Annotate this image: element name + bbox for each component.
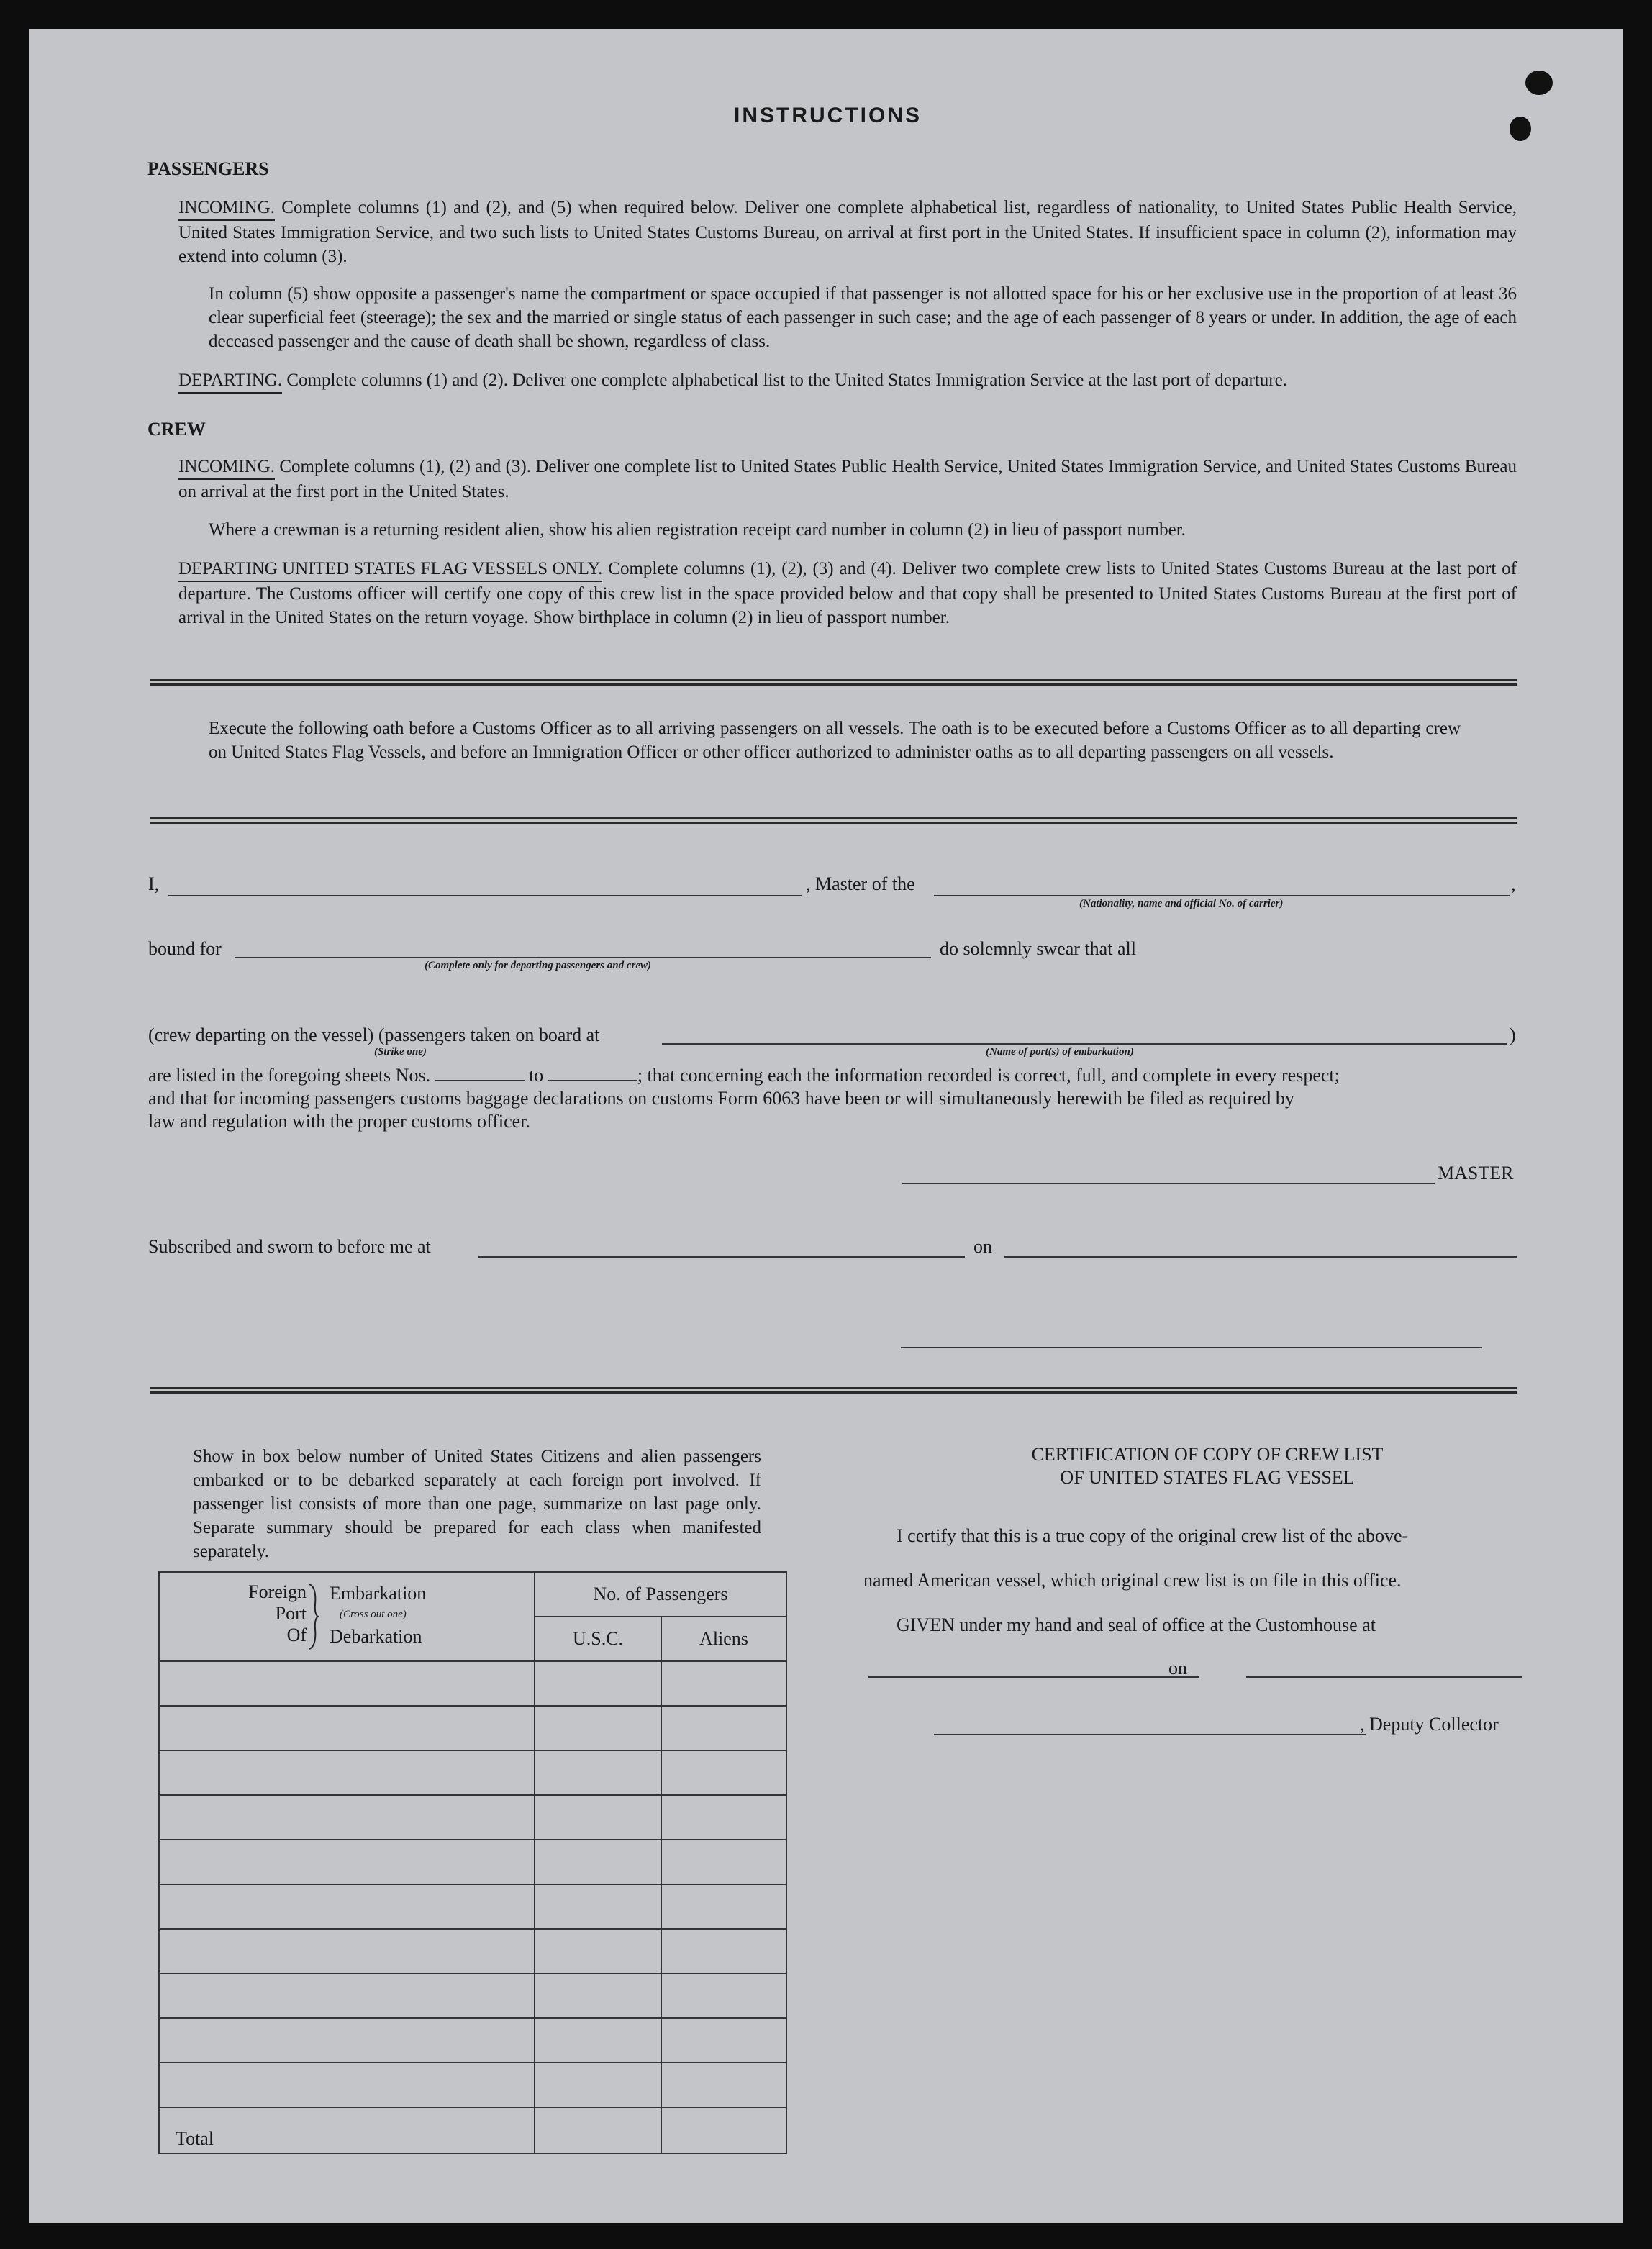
crew-incoming-label: INCOMING.: [178, 455, 275, 480]
page-title: INSTRUCTIONS: [734, 104, 922, 127]
form-sheet: [29, 29, 1623, 2223]
passenger-summary-table: [158, 1571, 787, 2154]
usc-header: U.S.C.: [535, 1617, 661, 1661]
certification-heading-line-1: CERTIFICATION OF COPY OF CREW LIST: [1031, 1444, 1384, 1465]
table-row: [159, 2063, 786, 2107]
oath-instruction: Execute the following oath before a Customs Officer as to all arriving passengers on all vessels. The oath is to be executed before a Customs Officer as to all departing crew on United States Flag Vessels, and before an Immigration Officer or other officer authorized to administer oaths as to all departing passengers on all vessels.: [209, 719, 1461, 762]
usc-cell[interactable]: [535, 1661, 661, 1706]
aliens-cell[interactable]: [661, 1661, 786, 1706]
aliens-cell[interactable]: [661, 1884, 786, 1929]
table-row: [159, 1795, 786, 1840]
column5-paragraph: In column (5) show opposite a passenger's name the compartment or space occupied if that passenger is not allotted space for his or her exclusive use in the proportion of at least 36 clear superficial feet (steerage); the sex and the married or single status of each passenger in such case; and the age of each passenger of 8 years or under. In addition, the age of each deceased passenger and the cause of death shall be shown, regardless of class.: [209, 284, 1517, 351]
master-label: MASTER: [1438, 1163, 1514, 1183]
passengers-departing-paragraph: [178, 368, 1517, 394]
oath-trailing-comma: ,: [1511, 873, 1516, 894]
usc-cell[interactable]: [535, 1973, 661, 2018]
officer-signature-field[interactable]: [901, 1347, 1482, 1348]
oath-line-2: and that for incoming passengers customs baggage declarations on customs Form 6063 have been or will simultaneously herewith be filed as required by: [148, 1088, 1294, 1109]
usc-cell[interactable]: [535, 1840, 661, 1884]
table-row: [159, 1661, 786, 1706]
aliens-cell[interactable]: [661, 1795, 786, 1840]
subscribed-on: on: [974, 1236, 992, 1257]
crew-incoming-text: Complete columns (1), (2) and (3). Deliver one complete list to United States Public Health Service, United States Immigration Service, and United States Customs Bureau on arrival at the first port in the United States.: [178, 457, 1517, 501]
aliens-header: Aliens: [661, 1617, 786, 1661]
sworn-date-field[interactable]: [1004, 1256, 1517, 1258]
bound-for-label: bound for: [148, 938, 222, 959]
table-row: [159, 1706, 786, 1750]
port-cell[interactable]: [159, 1884, 535, 1929]
crew-departing-label: DEPARTING UNITED STATES FLAG VESSELS ONLY.: [178, 557, 602, 582]
usc-cell[interactable]: [535, 1795, 661, 1840]
table-row: [159, 1884, 786, 1929]
crewman-paragraph: Where a crewman is a returning resident alien, show his alien registration receipt card number in column (2) in lieu of passport number.: [209, 520, 1186, 540]
passengers-heading: PASSENGERS: [148, 158, 269, 179]
oath-line-3: law and regulation with the proper customs officer.: [148, 1111, 530, 1132]
listed-to: to: [529, 1065, 544, 1086]
aliens-cell[interactable]: [661, 1706, 786, 1750]
debarkation-label: Debarkation: [330, 1626, 422, 1647]
table-row: [159, 1973, 786, 2018]
aliens-cell[interactable]: [661, 2018, 786, 2063]
aliens-cell[interactable]: [661, 1750, 786, 1795]
usc-total-cell[interactable]: [535, 2107, 661, 2153]
subscribed-label: Subscribed and sworn to before me at: [148, 1236, 431, 1257]
do-solemnly-text: do solemnly swear that all: [940, 938, 1136, 959]
usc-cell[interactable]: [535, 1929, 661, 1973]
of-label: Of: [286, 1625, 307, 1645]
oath-i-label: I,: [148, 873, 160, 894]
foreign-label: Foreign: [248, 1581, 307, 1602]
port-cell[interactable]: [159, 1706, 535, 1750]
listed-post: ; that concerning each the information recorded is correct, full, and complete in every respect;: [637, 1065, 1340, 1086]
crew-departing-paragraph: [178, 557, 1517, 630]
crew-incoming-paragraph: [178, 455, 1517, 504]
deputy-collector-signature-field[interactable]: [934, 1734, 1366, 1735]
close-paren: ): [1510, 1024, 1516, 1045]
aliens-total-cell[interactable]: [661, 2107, 786, 2153]
embarkation-label: Embarkation: [330, 1583, 427, 1604]
usc-cell[interactable]: [535, 1884, 661, 1929]
usc-cell[interactable]: [535, 2018, 661, 2063]
oath-master-of-the: , Master of the: [806, 873, 915, 894]
port-cell[interactable]: [159, 1750, 535, 1795]
passengers-departing-label: DEPARTING.: [178, 368, 282, 394]
crew-heading: CREW: [148, 419, 206, 440]
certification-date-field[interactable]: [1246, 1676, 1522, 1678]
port-cell[interactable]: [159, 1973, 535, 2018]
passengers-incoming-text: Complete columns (1) and (2), and (5) when required below. Deliver one complete alphabetical list, regardless of nationality, to United States Public Health Service, United States Immigration Service, and two such lists to United States Customs Bureau, on arrival at first port in the United States. If insufficient space in column (2), information may extend into column (3).: [178, 198, 1517, 266]
port-cell[interactable]: [159, 1840, 535, 1884]
strike-one-caption: (Strike one): [374, 1046, 427, 1058]
passengers-incoming-label: INCOMING.: [178, 196, 275, 221]
master-signature-field[interactable]: [902, 1183, 1435, 1184]
certification-line-2: named American vessel, which original crew list is on file in this office.: [863, 1570, 1402, 1591]
deputy-collector-label: , Deputy Collector: [1360, 1714, 1499, 1735]
section-divider: [150, 817, 1517, 824]
sworn-place-field[interactable]: [478, 1256, 965, 1258]
usc-cell[interactable]: [535, 1750, 661, 1795]
certification-heading-line-2: OF UNITED STATES FLAG VESSEL: [1060, 1467, 1355, 1488]
certification-heading: [912, 1443, 1502, 1489]
sheet-to-field[interactable]: [548, 1067, 637, 1081]
section-divider: [150, 1387, 1517, 1394]
passengers-departing-text: Complete columns (1) and (2). Deliver one complete alphabetical list to the United States Immigration Service at the last port of departure.: [286, 371, 1287, 390]
listed-sheets-line: [148, 1065, 1515, 1086]
port-cell[interactable]: [159, 1795, 535, 1840]
passengers-incoming-paragraph: [178, 196, 1517, 268]
ink-blot: [1510, 117, 1531, 141]
bound-for-field[interactable]: [235, 957, 931, 958]
no-of-passengers-header: No. of Passengers: [535, 1572, 786, 1617]
carrier-field[interactable]: [934, 895, 1510, 896]
table-row: [159, 1750, 786, 1795]
table-row: [159, 1840, 786, 1884]
summary-intro: Show in box below number of United States Citizens and alien passengers embarked or to be debarked separately at each foreign port involved. If passenger list consists of more than one page, summarize on last page only. Separate summary should be prepared for each class when manifested separately.: [193, 1447, 761, 1561]
crew-departing-text: (crew departing on the vessel) (passengers taken on board at: [148, 1024, 600, 1045]
port-cell[interactable]: [159, 2063, 535, 2107]
total-row: [159, 2107, 786, 2153]
port-cell[interactable]: [159, 1929, 535, 1973]
name-of-ports-caption: (Name of port(s) of embarkation): [986, 1046, 1134, 1058]
cross-out-caption: (Cross out one): [340, 1609, 407, 1620]
ink-blot: [1525, 71, 1553, 95]
certification-line-3: GIVEN under my hand and seal of office at the Customhouse at: [897, 1614, 1376, 1635]
port-header-cell: [159, 1572, 535, 1661]
brace-icon: [308, 1583, 319, 1650]
crew-departing-text: Complete columns (1), (2), (3) and (4). Deliver two complete crew lists to United States Customs Bureau at the last port of departure. The Customs officer will certify one copy of this crew list in the space provided below and that copy shall be presented to United States Customs Bureau at the first port of arrival in the United States on the return voyage. Show birthplace in column (2) in lieu of passport number.: [178, 559, 1517, 627]
port-label: Port: [275, 1603, 307, 1624]
usc-cell[interactable]: [535, 1706, 661, 1750]
port-cell[interactable]: [159, 2018, 535, 2063]
port-embarkation-field[interactable]: [662, 1043, 1507, 1045]
table-row: [159, 2018, 786, 2063]
table-row: [159, 1929, 786, 1973]
listed-pre: are listed in the foregoing sheets Nos.: [148, 1065, 431, 1086]
complete-only-caption: (Complete only for departing passengers and crew): [425, 960, 651, 971]
port-header-labels: [240, 1581, 307, 1646]
certification-on: on: [1168, 1658, 1187, 1678]
port-cell[interactable]: [159, 1661, 535, 1706]
aliens-cell[interactable]: [661, 1840, 786, 1884]
aliens-cell[interactable]: [661, 1929, 786, 1973]
sheet-from-field[interactable]: [435, 1067, 525, 1081]
total-label: Total: [159, 2107, 535, 2153]
nationality-caption: (Nationality, name and official No. of carrier): [1079, 898, 1284, 909]
master-name-field[interactable]: [168, 895, 802, 896]
customhouse-field[interactable]: [868, 1676, 1199, 1678]
aliens-cell[interactable]: [661, 1973, 786, 2018]
aliens-cell[interactable]: [661, 2063, 786, 2107]
certification-line-1: I certify that this is a true copy of the original crew list of the above-: [897, 1525, 1409, 1546]
section-divider: [150, 679, 1517, 686]
usc-cell[interactable]: [535, 2063, 661, 2107]
